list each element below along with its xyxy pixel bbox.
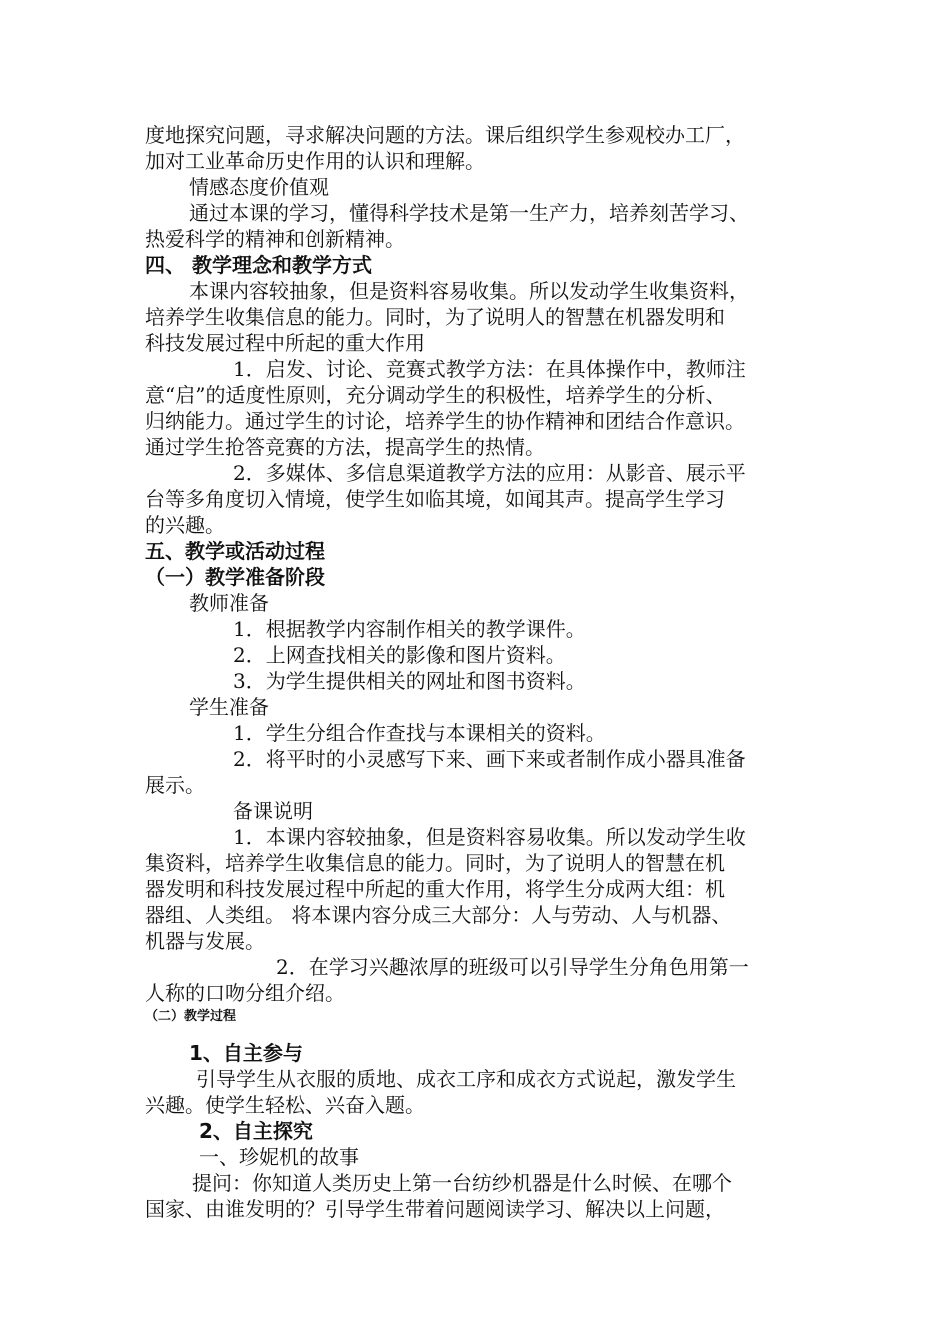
list-item: 3．为学生提供相关的网址和图书资料。 (233, 669, 586, 693)
step-heading: 1、自主参与 (189, 1041, 303, 1065)
text-line: 集资料，培养学生收集信息的能力。同时，为了说明人的智慧在机 (145, 851, 725, 875)
text-line: 通过学生抢答竞赛的方法，提高学生的热情。 (145, 435, 545, 459)
list-item: 1．本课内容较抽象，但是资料容易收集。所以发动学生收 (233, 825, 746, 849)
text-line: 1．启发、讨论、竞赛式教学方法：在具体操作中，教师注 (233, 357, 746, 381)
list-item: 2．在学习兴趣浓厚的班级可以引导学生分角色用第一 (276, 955, 749, 979)
list-item: 1．根据教学内容制作相关的教学课件。 (233, 617, 586, 641)
text-line: 引导学生从衣服的质地、成衣工序和成衣方式说起，激发学生 (196, 1067, 736, 1091)
list-item: 1．学生分组合作查找与本课相关的资料。 (233, 721, 606, 745)
subheading: 备课说明 (233, 799, 313, 823)
text-line: 培养学生收集信息的能力。同时，为了说明人的智慧在机器发明和 (145, 305, 725, 329)
text-line: 器组、人类组。 将本课内容分成三大部分：人与劳动、人与机器、 (145, 903, 732, 927)
text-line: 热爱科学的精神和创新精神。 (145, 227, 405, 251)
subsection-heading: （二）教学过程 (145, 1009, 237, 1024)
section-heading: 五、教学或活动过程 (145, 539, 325, 563)
text-line: 的兴趣。 (145, 513, 225, 537)
text-line: 度地探究问题，寻求解决问题的方法。课后组织学生参观校办工厂， (145, 123, 745, 147)
text-line: 台等多角度切入情境，使学生如临其境，如闻其声。提高学生学习 (145, 487, 725, 511)
text-line: 科技发展过程中所起的重大作用 (145, 331, 425, 355)
text-line: 机器与发展。 (145, 929, 265, 953)
step-heading: 2、自主探究 (199, 1119, 313, 1143)
text-line: 兴趣。使学生轻松、兴奋入题。 (145, 1093, 425, 1117)
text-line: 国家、由谁发明的？引导学生带着问题阅读学习、解决以上问题， (145, 1197, 725, 1221)
text-line: 归纳能力。通过学生的讨论，培养学生的协作精神和团结合作意识。 (145, 409, 745, 433)
subheading: 情感态度价值观 (189, 175, 329, 199)
text-line: 2．多媒体、多信息渠道教学方法的应用：从影音、展示平 (233, 461, 746, 485)
subheading: 教师准备 (189, 591, 269, 615)
section-heading: 四、 教学理念和教学方式 (145, 253, 372, 277)
subsection-heading: （一）教学准备阶段 (145, 565, 325, 589)
list-item: 2．上网查找相关的影像和图片资料。 (233, 643, 566, 667)
text-line: 提问：你知道人类历史上第一台纺纱机器是什么时候、在哪个 (192, 1171, 732, 1195)
text-line: 展示。 (145, 773, 205, 797)
text-line: 加对工业革命历史作用的认识和理解。 (145, 149, 485, 173)
text-line: 器发明和科技发展过程中所起的重大作用，将学生分成两大组：机 (145, 877, 725, 901)
text-line: 意“启”的适度性原则，充分调动学生的积极性，培养学生的分析、 (145, 383, 726, 407)
subheading: 学生准备 (189, 695, 269, 719)
text-line: 人称的口吻分组介绍。 (145, 981, 345, 1005)
subheading: 一、珍妮机的故事 (199, 1145, 359, 1169)
list-item: 2．将平时的小灵感写下来、画下来或者制作成小器具准备 (233, 747, 746, 771)
text-line: 本课内容较抽象，但是资料容易收集。所以发动学生收集资料， (189, 279, 749, 303)
text-line: 通过本课的学习，懂得科学技术是第一生产力，培养刻苦学习、 (189, 201, 749, 225)
